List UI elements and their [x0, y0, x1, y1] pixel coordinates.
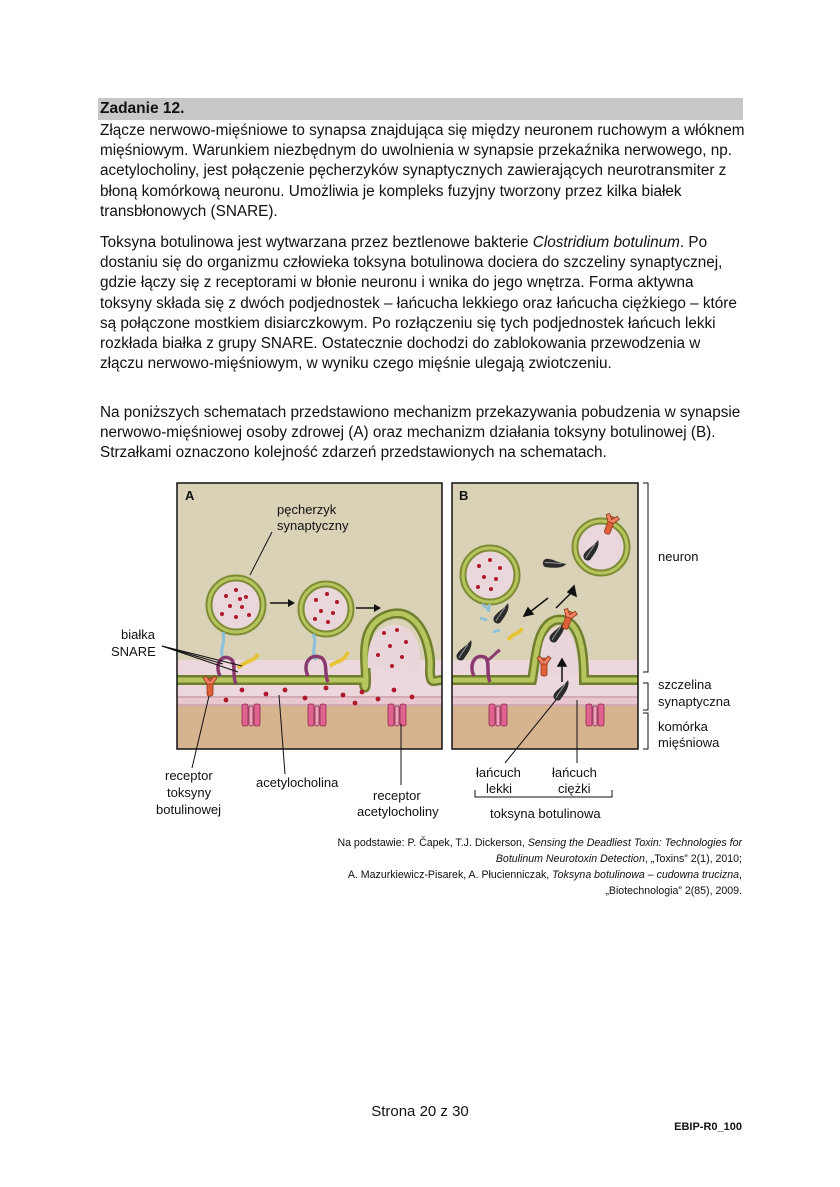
intro-paragraph: Złącze nerwowo-mięśniowe to synapsa znajdująca się między neuronem ruchowym a włóknem mięśniowym. Warunkiem niezbędnym do uwolnienia w synapsie przekaźnika nerwowego, np. acetylocholiny, jest połączenie pęcherzyków synaptycznych zawierających neurotransmiter z błoną komórkową neuronu. Umożliwia je kompleks fuzyjny tworzony przez kilka białek transbłonowych (SNARE).	[100, 122, 745, 220]
panel-a-letter: A	[185, 488, 195, 503]
source-line-4: „Biotechnologia” 2(85), 2009.	[605, 885, 742, 897]
source-line-1	[280, 835, 742, 851]
cleft-label-line1: szczelina	[658, 677, 712, 692]
source-line-2	[280, 851, 742, 867]
vesicle-label-line2: synaptyczny	[277, 518, 349, 533]
muscle-label-line1: komórka	[658, 719, 708, 734]
source-title-2: Toksyna botulinowa – cudowna trucizna	[552, 869, 740, 881]
source-note	[280, 835, 742, 899]
toxin-receptor-label-line3: botulinowej	[156, 802, 222, 817]
vesicle-label-line1: pęcherzyk	[277, 502, 337, 517]
acetylcholine-label: acetylocholina	[256, 775, 339, 790]
neuron-label: neuron	[658, 549, 699, 564]
muscle-label-line2: mięśniowa	[658, 735, 720, 750]
cleft-label-line2: synaptyczna	[658, 694, 731, 709]
heavy-chain-label-line2: ciężki	[558, 781, 591, 796]
bacteria-name: Clostridium botulinum	[532, 234, 680, 251]
exam-code: EBIP-R0_100	[674, 1121, 742, 1133]
ach-receptor-label-line2: acetylocholiny	[357, 804, 439, 819]
page-number: Strona 20 z 30	[371, 1103, 469, 1120]
panel-b	[452, 483, 638, 749]
toxin-paragraph-rest: . Po dostaniu się do organizmu człowieka toksyna botulinowa dociera do szczeliny synaptycznej, gdzie łączy się z receptorami w błonie neuronu i wnika do jego wnętrza. Forma aktywna toksyny składa się z dwóch podjednostek – łańcucha lekkiego oraz łańcucha ciężkiego – które są połączone mostkiem disiarczkowym. Po rozłączeniu się tych podjednostek łańcuch lekki rozkłada białka z grupy SNARE. Ostatecznie dochodzi do zablokowania przewodzenia w złączu nerwowo-mięśniowym, w wyniku czego mięśnie ulegają zwiotczeniu.	[100, 234, 737, 373]
toxin-receptor-label-line1: receptor	[165, 768, 213, 783]
source-authors-1: Na podstawie: P. Čapek, T.J. Dickerson,	[337, 837, 528, 849]
light-chain-label-line2: lekki	[486, 781, 513, 796]
source-authors-2: A. Mazurkiewicz-Pisarek, A. Płucienniczak,	[347, 869, 553, 881]
ach-receptor-label-line1: receptor	[373, 788, 421, 803]
source-title-1a: Sensing the Deadliest Toxin: Technologies for	[527, 837, 742, 849]
light-chain-label-line1: łańcuch	[476, 765, 521, 780]
heavy-chain-label-line1: łańcuch	[552, 765, 597, 780]
source-comma: ,	[739, 869, 742, 881]
source-line-3	[280, 867, 742, 883]
schema-paragraph: Na poniższych schematach przedstawiono mechanizm przekazywania pobudzenia w synapsie nerwowo-mięśniowej osoby zdrowej (A) oraz mechanizm działania toksyny botulinowej (B). Strzałkami oznaczono kolejność zdarzeń przedstawionych na schematach.	[100, 404, 741, 462]
toxin-receptor-label-line2: toksyny	[167, 785, 212, 800]
snare-label-line1: białka	[121, 627, 155, 642]
source-title-1b: Botulinum Neurotoxin Detection	[495, 853, 645, 865]
toxin-paragraph-start: Toksyna botulinowa jest wytwarzana przez beztlenowe bakterie	[100, 234, 533, 251]
snare-label-line2: SNARE	[111, 644, 156, 659]
source-journal-1: , „Toxins” 2(1), 2010;	[644, 853, 742, 865]
toxin-label: toksyna botulinowa	[490, 806, 601, 821]
task-title: Zadanie 12.	[98, 98, 743, 120]
panel-b-letter: B	[459, 488, 469, 503]
